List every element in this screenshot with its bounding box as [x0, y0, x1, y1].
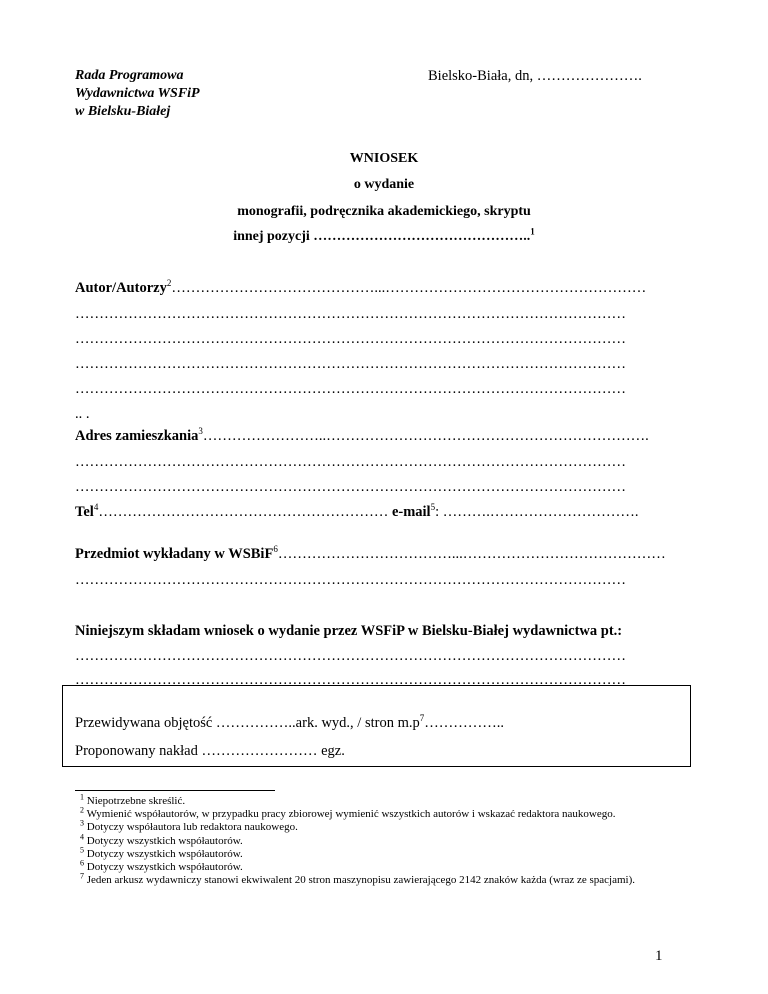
title-line-1[interactable]: …………………………………………………………………………………………………… — [75, 648, 626, 664]
volume-box — [62, 685, 691, 767]
pages-field[interactable]: …………….. — [424, 715, 504, 731]
other-item-text: innej pozycji ……………………………………….. — [233, 229, 531, 244]
request-statement: Niniejszym składam wniosek o wydanie przez WSFiP w Bielsku-Białej wydawnictwa pt.: — [75, 623, 623, 639]
place-date: Bielsko-Biała, dn, …………………. — [428, 68, 642, 84]
footnote-6: $^6$ Dotyczy wszystkich współautorów. — [80, 858, 243, 874]
org-line-3: w Bielsku-Białej — [75, 104, 171, 119]
volume-text: Przewidywana objętość ……………..ark. wyd., / stron m.p — [75, 715, 420, 731]
doc-subtitle-types: monografii, podręcznika akademickiego, skryptu — [237, 204, 531, 219]
footnote-ref-5: 5 — [430, 503, 436, 513]
edition-row[interactable]: Proponowany nakład …………………… egz. — [75, 743, 345, 759]
doc-title: WNIOSEK — [349, 151, 419, 166]
footnote-5: $^5$ Dotyczy wszystkich współautorów. — [80, 845, 243, 860]
email-field[interactable]: : ……….…………………………. — [435, 504, 639, 520]
org-line-1: Rada Programowa — [75, 68, 184, 83]
footnote-ref-1: 1 — [530, 226, 535, 237]
authors-line-5[interactable]: …………………………………………………………………………………………………… — [75, 381, 626, 397]
org-line-2: Wydawnictwa WSFiP — [75, 86, 200, 101]
subject-label: Przedmiot wykładany w WSBiF — [75, 546, 274, 562]
authors-field[interactable]: ……………………………………...……………………………………………… — [171, 280, 647, 296]
footnote-separator — [75, 790, 275, 791]
subject-line-2[interactable]: …………………………………………………………………………………………………… — [75, 572, 626, 588]
subject-field[interactable]: ………………………………...…………………………………… — [277, 546, 666, 562]
footnote-4: $^4$ Dotyczy wszystkich współautorów. — [80, 831, 243, 847]
volume-row — [75, 714, 504, 732]
doc-subtitle: o wydanie — [353, 177, 415, 192]
authors-row — [75, 279, 695, 297]
address-line-3[interactable]: …………………………………………………………………………………………………… — [75, 479, 626, 495]
address-field[interactable]: ……………………..…………………………………………………………. — [202, 428, 649, 444]
authors-line-end: .. . — [75, 406, 90, 422]
contact-row — [75, 503, 695, 521]
authors-label: Autor/Autorzy — [75, 280, 167, 296]
address-line-2[interactable]: …………………………………………………………………………………………………… — [75, 454, 626, 470]
footnote-ref-4: 4 — [93, 503, 99, 513]
publisher-block — [75, 67, 200, 121]
footnote-ref-6: 6 — [273, 545, 278, 555]
footnote-ref-3: 3 — [198, 427, 203, 437]
footnote-2: $^2$ Wymienić współautorów, w przypadku pracy zbiorowej wymienić wszystkich autorów i wskazać redaktora naukowego. — [80, 805, 616, 821]
footnote-7: $^7$ Jeden arkusz wydawniczy stanowi ekwiwalent 20 stron maszynopisu zawierającego 2142 znaków każda (wraz ze spacjami). — [80, 871, 636, 887]
footnote-1: $^1$ Niepotrzebne skreślić. — [80, 792, 186, 807]
authors-line-2[interactable]: …………………………………………………………………………………………………… — [75, 306, 626, 322]
footnote-ref-7: 7 — [419, 713, 425, 724]
footnote-ref-2: 2 — [166, 279, 172, 289]
tel-field[interactable]: …………………………………………………… — [98, 504, 392, 520]
authors-line-4[interactable]: …………………………………………………………………………………………………… — [75, 356, 626, 372]
tel-label: Tel — [75, 504, 94, 520]
address-row — [75, 427, 695, 445]
address-label: Adres zamieszkania — [75, 428, 199, 444]
title-line-2[interactable]: …………………………………………………………………………………………………… — [75, 672, 626, 688]
email-label: e-mail — [391, 504, 431, 520]
footnote-3: $^3$ Dotyczy współautora lub redaktora naukowego. — [80, 818, 298, 834]
subject-row — [75, 545, 695, 563]
authors-line-3[interactable]: …………………………………………………………………………………………………… — [75, 331, 626, 347]
page-number: 1 — [655, 948, 663, 964]
doc-subtitle-other — [0, 228, 768, 246]
footnotes — [80, 792, 680, 887]
